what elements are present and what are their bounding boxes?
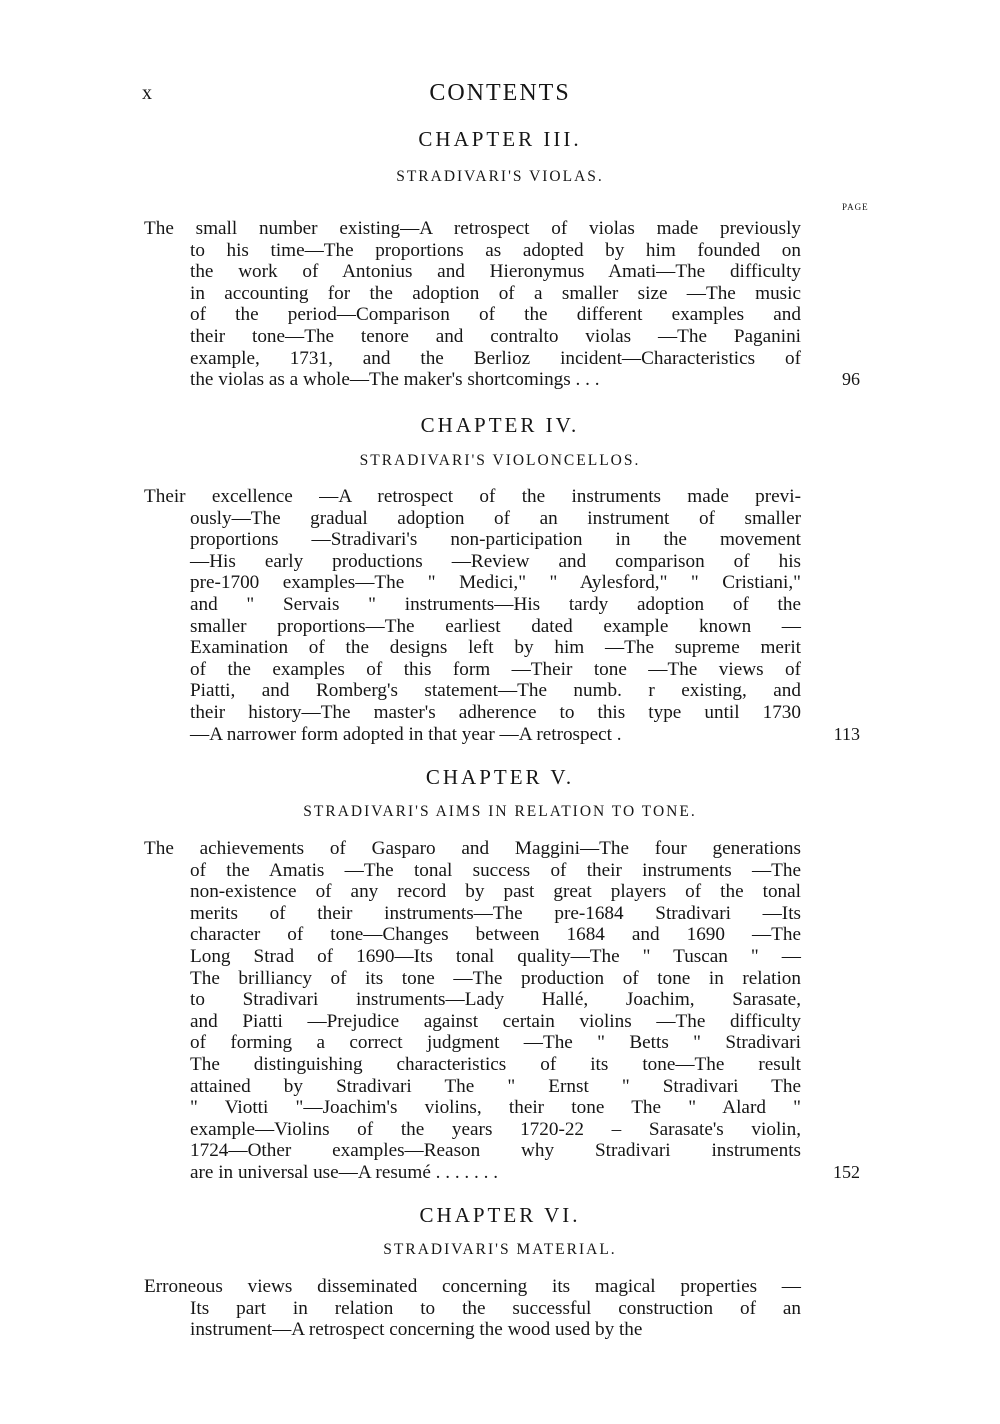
summary-line: The distinguishing characteristics of its tone—The result bbox=[190, 1053, 801, 1075]
summary-line: of the examples of this form —Their tone —The views of bbox=[190, 658, 801, 680]
summary-line: and Piatti —Prejudice against certain violins —The difficulty bbox=[190, 1010, 801, 1032]
chapter-6-subtitle: STRADIVARI'S MATERIAL. bbox=[383, 1241, 617, 1258]
summary-line: The achievements of Gasparo and Maggini—The four generations bbox=[144, 838, 801, 859]
summary-line: The brilliancy of its tone —The production of tone in relation bbox=[190, 967, 801, 989]
chapter-4-subtitle: STRADIVARI'S VIOLONCELLOS. bbox=[359, 452, 641, 469]
chapter-5-page-number: 152 bbox=[833, 1162, 860, 1182]
summary-line: Its part in relation to the successful construction of an bbox=[190, 1297, 801, 1319]
summary-line: example, 1731, and the Berlioz incident—Characteristics of bbox=[190, 347, 801, 369]
summary-line: —A narrower form adopted in that year —A retrospect . bbox=[190, 723, 622, 745]
summary-line: in accounting for the adoption of a smaller size —The music bbox=[190, 282, 801, 304]
summary-line: Long Strad of 1690—Its tonal quality—The " Tuscan " — bbox=[190, 945, 801, 967]
chapter-5-subtitle: STRADIVARI'S AIMS IN RELATION TO TONE. bbox=[303, 803, 697, 820]
running-head: CONTENTS bbox=[429, 80, 571, 106]
summary-line: of the period—Comparison of the different examples and bbox=[190, 304, 801, 326]
summary-line: and " Servais " instruments—His tardy adoption of the bbox=[190, 593, 801, 615]
summary-line: ously—The gradual adoption of an instrument of smaller bbox=[190, 507, 801, 529]
summary-line: 1724—Other examples—Reason why Stradivari instruments bbox=[190, 1140, 801, 1162]
summary-line: proportions —Stradivari's non-participation in the movement bbox=[190, 529, 801, 551]
summary-line: merits of their instruments—The pre-1684 Stradivari —Its bbox=[190, 902, 801, 924]
summary-line: attained by Stradivari The " Ernst " Stradivari The bbox=[190, 1075, 801, 1097]
summary-line: Their excellence —A retrospect of the instruments made previ- bbox=[144, 486, 801, 507]
summary-line: smaller proportions—The earliest dated example known — bbox=[190, 615, 801, 637]
summary-line: example—Violins of the years 1720-22 – Sarasate's violin, bbox=[190, 1118, 801, 1140]
summary-line: —His early productions —Review and comparison of his bbox=[190, 550, 801, 572]
summary-line: pre-1700 examples—The " Medici," " Aylesford," " Cristiani," bbox=[190, 572, 801, 594]
summary-line: to Stradivari instruments—Lady Hallé, Joachim, Sarasate, bbox=[190, 989, 801, 1011]
summary-line: of the Amatis —The tonal success of their instruments —The bbox=[190, 859, 801, 881]
summary-line: Erroneous views disseminated concerning its magical properties — bbox=[144, 1276, 801, 1297]
chapter-6-summary bbox=[144, 1276, 801, 1341]
summary-line: the work of Antonius and Hieronymus Amati—The difficulty bbox=[190, 261, 801, 283]
summary-line: non-existence of any record by past great players of the tonal bbox=[190, 881, 801, 903]
chapter-5-summary bbox=[144, 838, 801, 1184]
summary-line: The small number existing—A retrospect of violas made previously bbox=[144, 218, 801, 239]
summary-line: instrument—A retrospect concerning the wood used by the bbox=[190, 1319, 643, 1341]
summary-line: to his time—The proportions as adopted by him founded on bbox=[190, 239, 801, 261]
chapter-3-page-number: 96 bbox=[842, 369, 860, 389]
summary-line: their history—The master's adherence to this type until 1730 bbox=[190, 701, 801, 723]
chapter-3-subtitle: STRADIVARI'S VIOLAS. bbox=[396, 168, 604, 185]
chapter-3-heading: CHAPTER III. bbox=[418, 127, 582, 151]
page-column-label: PAGE bbox=[842, 202, 869, 212]
chapter-4-summary bbox=[144, 486, 801, 745]
chapter-5-heading: CHAPTER V. bbox=[425, 765, 575, 789]
summary-line: Examination of the designs left by him —The supreme merit bbox=[190, 637, 801, 659]
chapter-3-summary bbox=[144, 218, 801, 391]
summary-line: of forming a correct judgment —The " Betts " Stradivari bbox=[190, 1032, 801, 1054]
summary-line: " Viotti "—Joachim's violins, their tone The " Alard " bbox=[190, 1097, 801, 1119]
chapter-6-heading: CHAPTER VI. bbox=[419, 1203, 581, 1227]
chapter-4-heading: CHAPTER IV. bbox=[420, 413, 580, 437]
summary-line: the violas as a whole—The maker's shortcomings . . . bbox=[190, 369, 600, 391]
chapter-4-page-number: 113 bbox=[833, 724, 860, 744]
summary-line: Piatti, and Romberg's statement—The numb. r existing, and bbox=[190, 680, 801, 702]
page-folio: x bbox=[142, 82, 153, 104]
summary-line: are in universal use—A resumé . . . . . . . bbox=[190, 1161, 498, 1183]
summary-line: their tone—The tenore and contralto violas —The Paganini bbox=[190, 325, 801, 347]
summary-line: character of tone—Changes between 1684 and 1690 —The bbox=[190, 924, 801, 946]
